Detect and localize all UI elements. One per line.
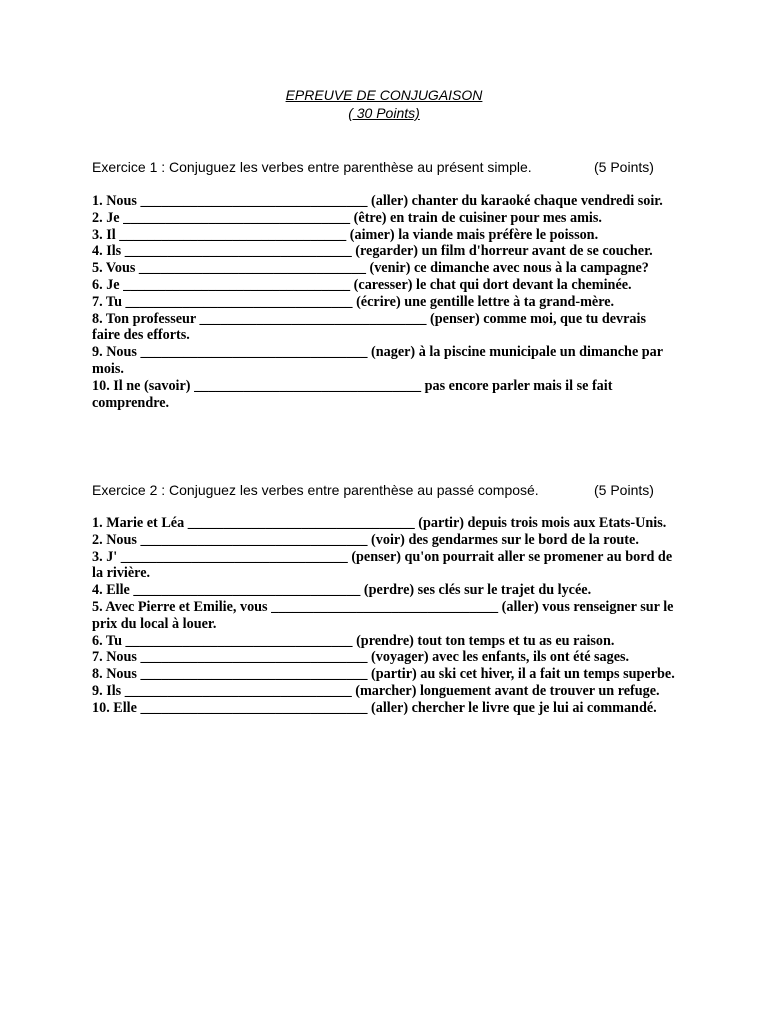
exercise-2-item-1: 1. Marie et Léa ________________________________ (partir) depuis trois mois aux Etats-Unis. xyxy=(92,515,667,531)
exercise-1-item-10: 10. Il ne (savoir) ________________________________ pas encore parler mais il se fait comprendre. xyxy=(92,377,613,411)
exercise-2-item-2: 2. Nous ________________________________ (voir) des gendarmes sur le bord de la route. xyxy=(92,531,639,548)
exercise-2-list xyxy=(92,515,677,717)
exercise-1-item-2: 2. Je ________________________________ (être) en train de cuisiner pour mes amis. xyxy=(92,209,602,226)
exercise-2-item-4: 4. Elle ________________________________ (perdre) ses clés sur le trajet du lycée. xyxy=(92,582,592,599)
exercise-1-item-1: 1. Nous ________________________________ (aller) chanter du karaoké chaque vendredi soir. xyxy=(92,193,663,209)
page-title: EPREUVE DE CONJUGAISON xyxy=(285,87,483,103)
page-subtitle: ( 30 Points) xyxy=(348,105,420,121)
exercise-1-item-4: 4. Ils ________________________________ (regarder) un film d'horreur avant de se coucher. xyxy=(92,243,653,260)
exercise-2-item-10: 10. Elle ________________________________ (aller) chercher le livre que je lui ai commandé. xyxy=(92,699,657,716)
exercise-2-item-8: 8. Nous ________________________________ (partir) au ski cet hiver, il a fait un temps superbe. xyxy=(92,666,675,683)
exercise-1-item-7: 7. Tu ________________________________ (écrire) une gentille lettre à ta grand-mère. xyxy=(92,293,615,310)
exercise-2-item-5: 5. Avec Pierre et Emilie, vous ________________________________ (aller) vous renseigner sur le prix du local à louer. xyxy=(92,598,674,632)
exercise-1-item-9: 9. Nous ________________________________ (nager) à la piscine municipale un dimanche par mois. xyxy=(92,344,663,377)
exercise-1-header xyxy=(92,158,692,176)
exercise-2-item-9: 9. Ils ________________________________ (marcher) longuement avant de trouver un refuge. xyxy=(92,682,660,699)
exercise-2-instruction: Exercice 2 : Conjuguez les verbes entre parenthèse au passé composé. xyxy=(92,482,539,498)
exercise-1-item-3: 3. Il ________________________________ (aimer) la viande mais préfère le poisson. xyxy=(92,226,599,243)
title-block xyxy=(0,86,768,122)
exercise-1-list xyxy=(92,193,677,411)
exercise-1-item-6: 6. Je ________________________________ (caresser) le chat qui dort devant la cheminée. xyxy=(92,276,632,293)
exercise-2-header xyxy=(92,481,692,499)
exercise-1-item-8: 8. Ton professeur ________________________________ (penser) comme moi, que tu devrais faire des efforts. xyxy=(92,310,646,344)
exercise-2-points: (5 Points) xyxy=(594,482,654,498)
exercise-2-item-3: 3. J' ________________________________ (penser) qu'on pourrait aller se promener au bord de la rivière. xyxy=(92,548,673,582)
exercise-2-item-6: 6. Tu ________________________________ (prendre) tout ton temps et tu as eu raison. xyxy=(92,632,615,649)
exercise-1-instruction: Exercice 1 : Conjuguez les verbes entre parenthèse au présent simple. xyxy=(92,159,532,175)
exercise-1-points: (5 Points) xyxy=(594,159,654,175)
exercise-2-item-7: 7. Nous ________________________________ (voyager) avec les enfants, ils ont été sages. xyxy=(92,649,630,666)
exercise-1-item-5: 5. Vous ________________________________ (venir) ce dimanche avec nous à la campagne? xyxy=(92,260,649,277)
